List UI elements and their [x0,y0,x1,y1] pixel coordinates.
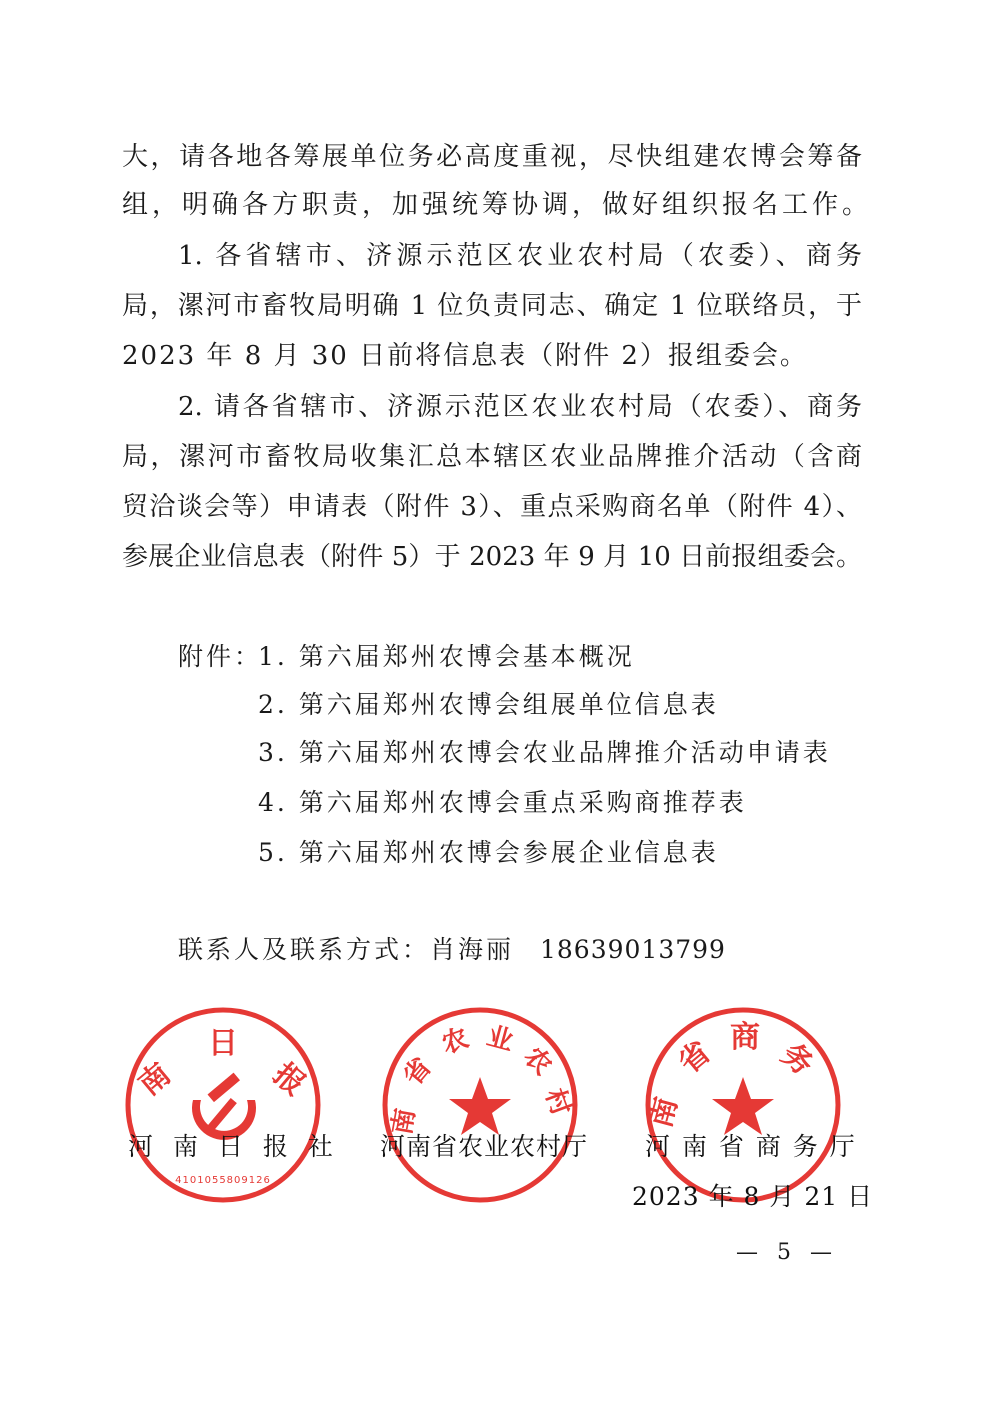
svg-text:商: 商 [730,1020,760,1055]
svg-text:省: 省 [398,1052,438,1092]
body-line-3: 1. 各省辖市、济源示范区农业农村局（农委）、商务 [178,241,862,271]
attachment-item-2: 2. 第六届郑州农博会组展单位信息表 [258,690,719,719]
issue-date: 2023 年 8 月 21 日 [632,1182,874,1211]
svg-text:业: 业 [483,1021,517,1058]
contact-label: 联系人及联系方式：肖海丽 [178,935,515,964]
page-number: — 5 — [736,1240,838,1265]
svg-text:南: 南 [643,1093,685,1132]
contact-phone: 18639013799 [540,935,726,964]
commerce-seal [643,1005,843,1205]
svg-text:报: 报 [266,1056,312,1103]
signature-org-3: 河 南 省 商 务 厅 [645,1132,857,1161]
signature-org-1: 河 南 日 报 社 [128,1132,339,1161]
body-line-1: 大，请各地各筹展单位务必高度重视，尽快组建农博会筹备 [122,142,862,172]
svg-text:南: 南 [132,1056,178,1103]
attachment-item-3: 3. 第六届郑州农博会农业品牌推介活动申请表 [258,738,831,767]
attachment-item-5: 5. 第六届郑州农博会参展企业信息表 [258,838,719,867]
newspaper-seal [123,1005,323,1205]
body-line-9: 参展企业信息表（附件 5）于 2023 年 9 月 10 日前报组委会。 [122,542,862,572]
body-line-5: 2023 年 8 月 30 日前将信息表（附件 2）报组委会。 [122,341,808,371]
body-line-4: 局，漯河市畜牧局明确 1 位负责同志、确定 1 位联络员，于 [122,291,862,321]
attachment-item-4: 4. 第六届郑州农博会重点采购商推荐表 [258,788,747,817]
star-icon [712,1077,774,1135]
svg-text:南: 南 [387,1106,422,1138]
svg-text:省: 省 [672,1034,718,1081]
svg-text:农: 农 [437,1022,473,1061]
svg-text:农: 农 [517,1041,558,1082]
body-line-8: 贸洽谈会等）申请表（附件 3）、重点采购商名单（附件 4）、 [122,492,862,522]
body-line-6: 2. 请各省辖市、济源示范区农业农村局（农委）、商务 [178,392,862,422]
agriculture-seal [380,1005,580,1205]
signature-org-2: 河南省农业农村厅 [380,1132,589,1161]
attachments-label: 附件： [178,642,263,671]
body-line-2: 组，明确各方职责，加强统筹协调，做好组织报名工作。 [122,190,873,220]
svg-text:村: 村 [538,1084,577,1120]
seal-number: 4101055809126 [175,1175,271,1186]
attachment-item-1: 1. 第六届郑州农博会基本概况 [258,642,635,671]
body-line-7: 局，漯河市畜牧局收集汇总本辖区农业品牌推介活动（含商 [122,442,862,472]
svg-text:日: 日 [208,1026,238,1061]
svg-text:务: 务 [774,1036,820,1083]
star-icon [449,1077,511,1135]
